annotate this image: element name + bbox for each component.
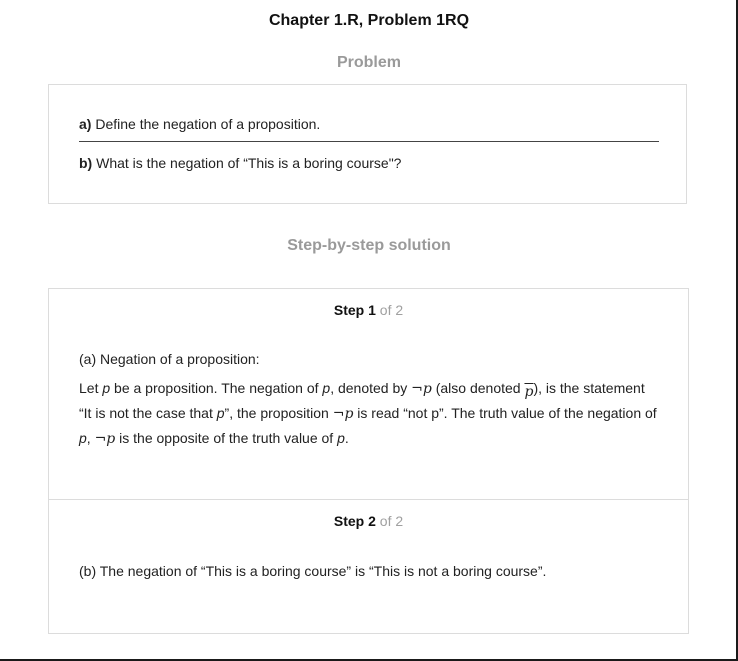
step-1-of-total: of 2 xyxy=(379,302,404,318)
part-b-text: What is the negation of “This is a boring course"? xyxy=(96,155,402,171)
problem-box xyxy=(48,84,687,204)
negation-symbol: ¬p xyxy=(411,381,432,397)
step-1-number: 1 xyxy=(368,302,376,318)
var-p: p xyxy=(337,430,345,446)
var-p: p xyxy=(79,430,87,446)
step-1-word: Step xyxy=(333,302,365,318)
negation-symbol: ¬p xyxy=(94,431,116,447)
step-2-of-total: of 2 xyxy=(379,513,404,529)
problem-heading: Problem xyxy=(336,54,401,71)
step-1-intro: (a) Negation of a proposition: xyxy=(79,351,260,367)
part-a-label: a) xyxy=(79,116,92,132)
problem-part-b xyxy=(79,155,401,171)
part-divider xyxy=(79,141,659,142)
step-2-word: Step xyxy=(333,513,365,529)
solution-box xyxy=(48,288,689,634)
p-bar-symbol: $\overline{p}$ xyxy=(524,384,534,400)
solution-heading: Step-by-step solution xyxy=(287,237,451,254)
problem-part-a xyxy=(79,116,320,132)
negation-symbol: ¬p xyxy=(332,406,354,422)
step-divider xyxy=(49,499,688,500)
var-p: p xyxy=(102,380,111,396)
step-2-text: (b) The negation of “This is a boring course” is “This is not a boring course”. xyxy=(79,563,547,579)
step-1-paragraph: Let p be a proposition. The negation of p, denoted by ¬p (also denoted $\overline{p}$), is the statement “It is not the case that p”, the proposition ¬p is read “not p”. The truth value of the negation of p, ¬p is the opposite of the truth value of p. xyxy=(79,380,657,447)
step-1-header xyxy=(49,302,688,318)
page-title: Chapter 1.R, Problem 1RQ xyxy=(268,12,470,29)
part-b-label: b) xyxy=(79,155,93,171)
var-p: p xyxy=(322,380,331,396)
step-2-number: 2 xyxy=(368,513,376,529)
step-2-header xyxy=(49,513,688,529)
var-p: p xyxy=(216,405,225,421)
part-a-text: Define the negation of a proposition. xyxy=(95,116,321,132)
